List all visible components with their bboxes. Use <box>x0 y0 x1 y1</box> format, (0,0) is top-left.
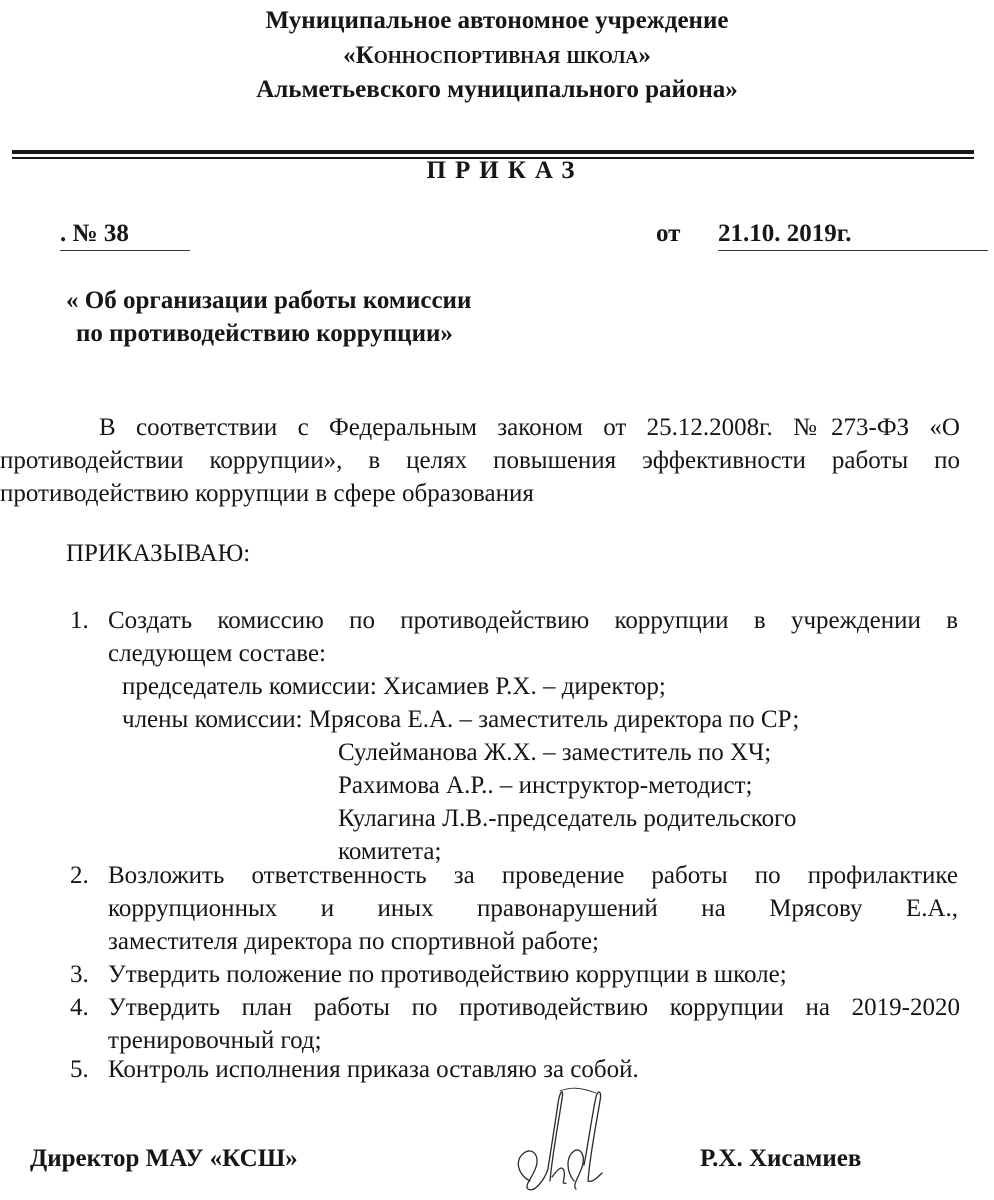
item-5-number: 5. <box>70 1056 89 1083</box>
item-3-line1: Утвердить положение по противодействию коррупции в школе; <box>108 961 787 988</box>
preamble-line2: противодействии коррупции», в целях повышения эффективности работы по <box>0 447 960 474</box>
org-name-line3: Альметьевского муниципального района» <box>256 76 738 103</box>
order-date: 21.10. 2019г. <box>718 220 988 251</box>
org-name-line1: Муниципальное автономное учреждение <box>265 7 729 34</box>
item-1-line1: Создать комиссию по противодействию коррупции в учреждении в <box>108 607 958 634</box>
commission-member-4-cont: комитета; <box>338 838 442 865</box>
item-4-line1: Утвердить план работы по противодействию коррупции на 2019-2020 <box>108 994 960 1021</box>
signatory-position: Директор МАУ «КСШ» <box>30 1145 298 1172</box>
org-name-line2: «Конноспортивная школа» <box>343 42 651 69</box>
header-rule-thick <box>12 150 974 154</box>
item-1-line2: следующем составе: <box>108 640 326 667</box>
subject-line2: по противодействию коррупции» <box>76 320 453 347</box>
item-4-line2: тренировочный год; <box>108 1027 322 1054</box>
commission-member-3: Рахимова А.Р.. – инструктор-методист; <box>338 772 753 799</box>
item-4-number: 4. <box>70 994 89 1021</box>
handwritten-signature <box>500 1085 620 1195</box>
order-from-label: от <box>656 220 681 247</box>
item-2-number: 2. <box>70 862 89 889</box>
commission-member-2: Сулейманова Ж.Х. – заместитель по ХЧ; <box>338 739 772 766</box>
commission-member-4: Кулагина Л.В.-председатель родительского <box>338 805 797 832</box>
preamble-line1: В соответствии с Федеральным законом от 25.12.2008г. №273-ФЗ «О <box>99 414 960 441</box>
item-2-line2: коррупционных и иных правонарушений на Мрясову Е.А., <box>108 895 958 922</box>
item-1-number: 1. <box>70 607 89 634</box>
commission-members: члены комиссии: Мрясова Е.А. – заместитель директора по СР; <box>122 706 800 733</box>
preamble-line3: противодействию коррупции в сфере образования <box>0 480 534 507</box>
document-title: ПРИКАЗ <box>426 157 584 184</box>
item-2-line3: заместителя директора по спортивной работе; <box>108 928 599 955</box>
item-5-line1: Контроль исполнения приказа оставляю за собой. <box>108 1056 639 1083</box>
signatory-name: Р.Х. Хисамиев <box>700 1145 862 1172</box>
commission-chair: председатель комиссии: Хисамиев Р.Х. – директор; <box>122 673 666 700</box>
subject-line1: « Об организации работы комиссии <box>66 287 472 314</box>
order-word: ПРИКАЗЫВАЮ: <box>66 540 251 567</box>
item-3-number: 3. <box>70 961 89 988</box>
order-number: . № 38 <box>60 220 190 251</box>
order-subject <box>66 284 471 350</box>
item-2-line1: Возложить ответственность за проведение работы по профилактике <box>108 862 958 889</box>
